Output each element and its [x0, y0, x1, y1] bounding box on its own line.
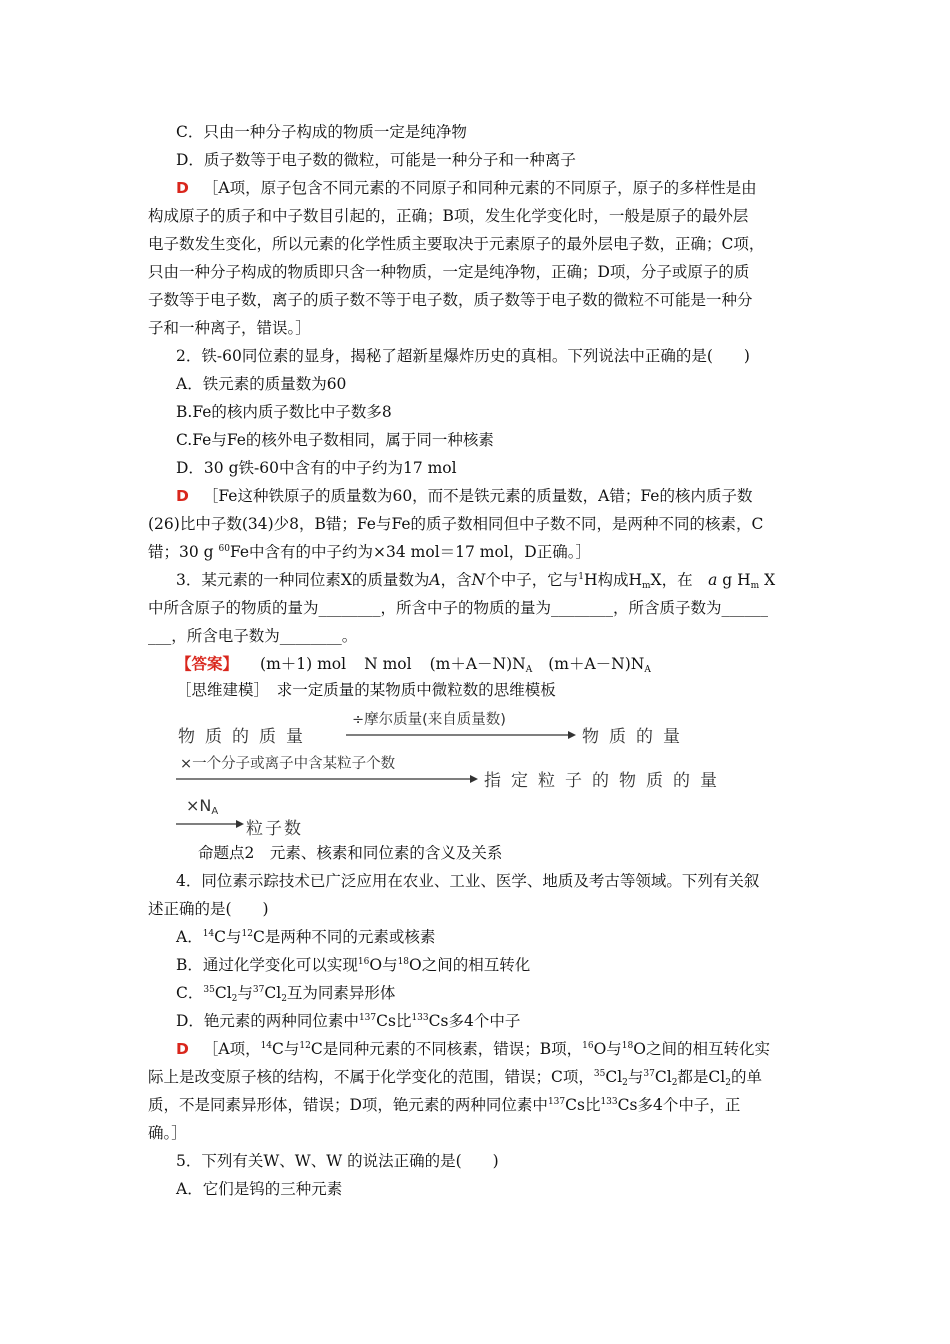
q1-explanation-line-3: 电子数发生变化，所以元素的化学性质主要取决于元素原子的最外层电子数，正确；C项，	[148, 235, 765, 253]
q4-explanation-line-3: 质，不是同素异形体，错误；D项，铯元素的两种同位素中$^{137}$Cs比$^{133}$Cs多4个中子，正	[148, 1096, 741, 1114]
q2-explanation-line-2: (26)比中子数(34)少8，B错；Fe与Fe的质子数相同但中子数不同，是两种不同的核素，C	[148, 515, 764, 533]
q4-option-c: C．$^{35}Cl_2$与$^{37}Cl_2$互为同素异形体	[176, 984, 396, 1004]
q2-option-d: D．30 g铁-60中含有的中子约为17 mol	[176, 459, 457, 477]
q2-option-c: C.Fe与Fe的核外电子数相同，属于同一种核素	[176, 431, 494, 449]
model-arrow-2-label: ×一个分子或离子中含某粒子个数	[180, 756, 396, 772]
answer-tag: 【答案】	[176, 654, 239, 673]
model-arrow-1	[346, 731, 576, 741]
q1-explanation-line-5: 子数等于电子数，离子的质子数不等于电子数，质子数等于电子数的微粒不可能是一种分	[148, 291, 753, 309]
topic-heading: 命题点2 元素、核素和同位素的含义及关系	[198, 844, 503, 862]
q1-option-d: D．质子数等于电子数的微粒，可能是一种分子和一种离子	[176, 151, 576, 169]
model-arrow-3-label: $\times N_A$	[186, 796, 219, 817]
q1-option-c: C．只由一种分子构成的物质一定是纯净物	[176, 123, 467, 141]
q4-explanation-line-1: D ［A项，$^{14}$C与$^{12}$C是同种元素的不同核素，错误；B项，$^{16}$O与$^{18}$O之间的相互转化实	[176, 1040, 770, 1058]
model-box-amount: 物质的量	[582, 727, 690, 747]
q1-explanation-line-4: 只由一种分子构成的物质即只含一种物质，一定是纯净物，正确；D项，分子或原子的质	[148, 263, 750, 281]
q3-stem-line-2: 中所含原子的物质的量为________，所含中子的物质的量为________，所含质子数为______	[148, 599, 769, 617]
model-box-count: 粒子数	[246, 819, 303, 839]
q1-explanation-line-2: 构成原子的质子和中子数目引起的，正确；B项，发生化学变化时，一般是原子的最外层	[148, 207, 749, 225]
q1-explanation-line-1: D ［A项，原子包含不同元素的不同原子和同种元素的不同原子，原子的多样性是由	[176, 179, 757, 197]
q4-option-b: B．通过化学变化可以实现$^{16}$O与$^{18}$O之间的相互转化	[176, 956, 531, 974]
q4-option-d: D．铯元素的两种同位素中$^{137}$Cs比$^{133}$Cs多4个中子	[176, 1012, 521, 1030]
q4-answer: D	[176, 1040, 189, 1058]
model-box-mass: 物质的质量	[178, 727, 313, 747]
q3-stem-line-1: 3．某元素的一种同位素X的质量数为A，含N个中子，它与$^1$H构成$H_mX$，在 a g $H_m$ X	[176, 571, 776, 591]
q5-option-a: A．它们是钨的三种元素	[176, 1180, 343, 1198]
q3-stem-line-3: ___，所含电子数为________。	[148, 627, 358, 645]
q3-answer-line: 【答案】 (m＋1) mol N mol $(m+A-N)N_A$ $(m+A-N)N_A$	[176, 654, 651, 675]
q4-explanation-line-4: 确。］	[148, 1124, 187, 1142]
q2-explanation-line-1: D ［Fe这种铁原子的质量数为60，而不是铁元素的质量数，A错；Fe的核内质子数	[176, 487, 753, 505]
q2-explanation-line-3: 错；30 g $^{60}$Fe中含有的中子约为×34 mol＝17 mol，D正确。］	[148, 543, 591, 561]
q5-stem: 5．下列有关W、W、W 的说法正确的是( )	[176, 1152, 499, 1170]
q2-option-a: A．铁元素的质量数为60	[176, 375, 347, 393]
model-arrow-2	[176, 775, 478, 785]
q4-stem-line-1: 4．同位素示踪技术已广泛应用在农业、工业、医学、地质及考古等领域。下列有关叙	[176, 872, 760, 890]
q1-answer: D	[176, 179, 189, 197]
q4-stem-line-2: 述正确的是( )	[148, 900, 269, 918]
model-arrow-1-label: ÷摩尔质量(来自质量数)	[352, 712, 506, 728]
model-arrow-3	[176, 820, 244, 830]
model-title: ［思维建模］ 求一定质量的某物质中微粒数的思维模板	[176, 681, 556, 699]
q4-option-a: A．$^{14}$C与$^{12}$C是两种不同的元素或核素	[176, 928, 436, 946]
q2-stem: 2．铁-60同位素的显身，揭秘了超新星爆炸历史的真相。下列说法中正确的是( )	[176, 347, 750, 365]
q2-answer: D	[176, 487, 189, 505]
q2-option-b: B.Fe的核内质子数比中子数多8	[176, 403, 392, 421]
q1-explanation-line-6: 子和一种离子，错误。］	[148, 319, 311, 337]
model-box-particle-amount: 指定粒子的物质的量	[484, 771, 727, 791]
q4-explanation-line-2: 际上是改变原子核的结构，不属于化学变化的范围，错误；C项，$^{35}Cl_2$与$^{37}Cl_2$都是$Cl_2$的单	[148, 1068, 762, 1088]
